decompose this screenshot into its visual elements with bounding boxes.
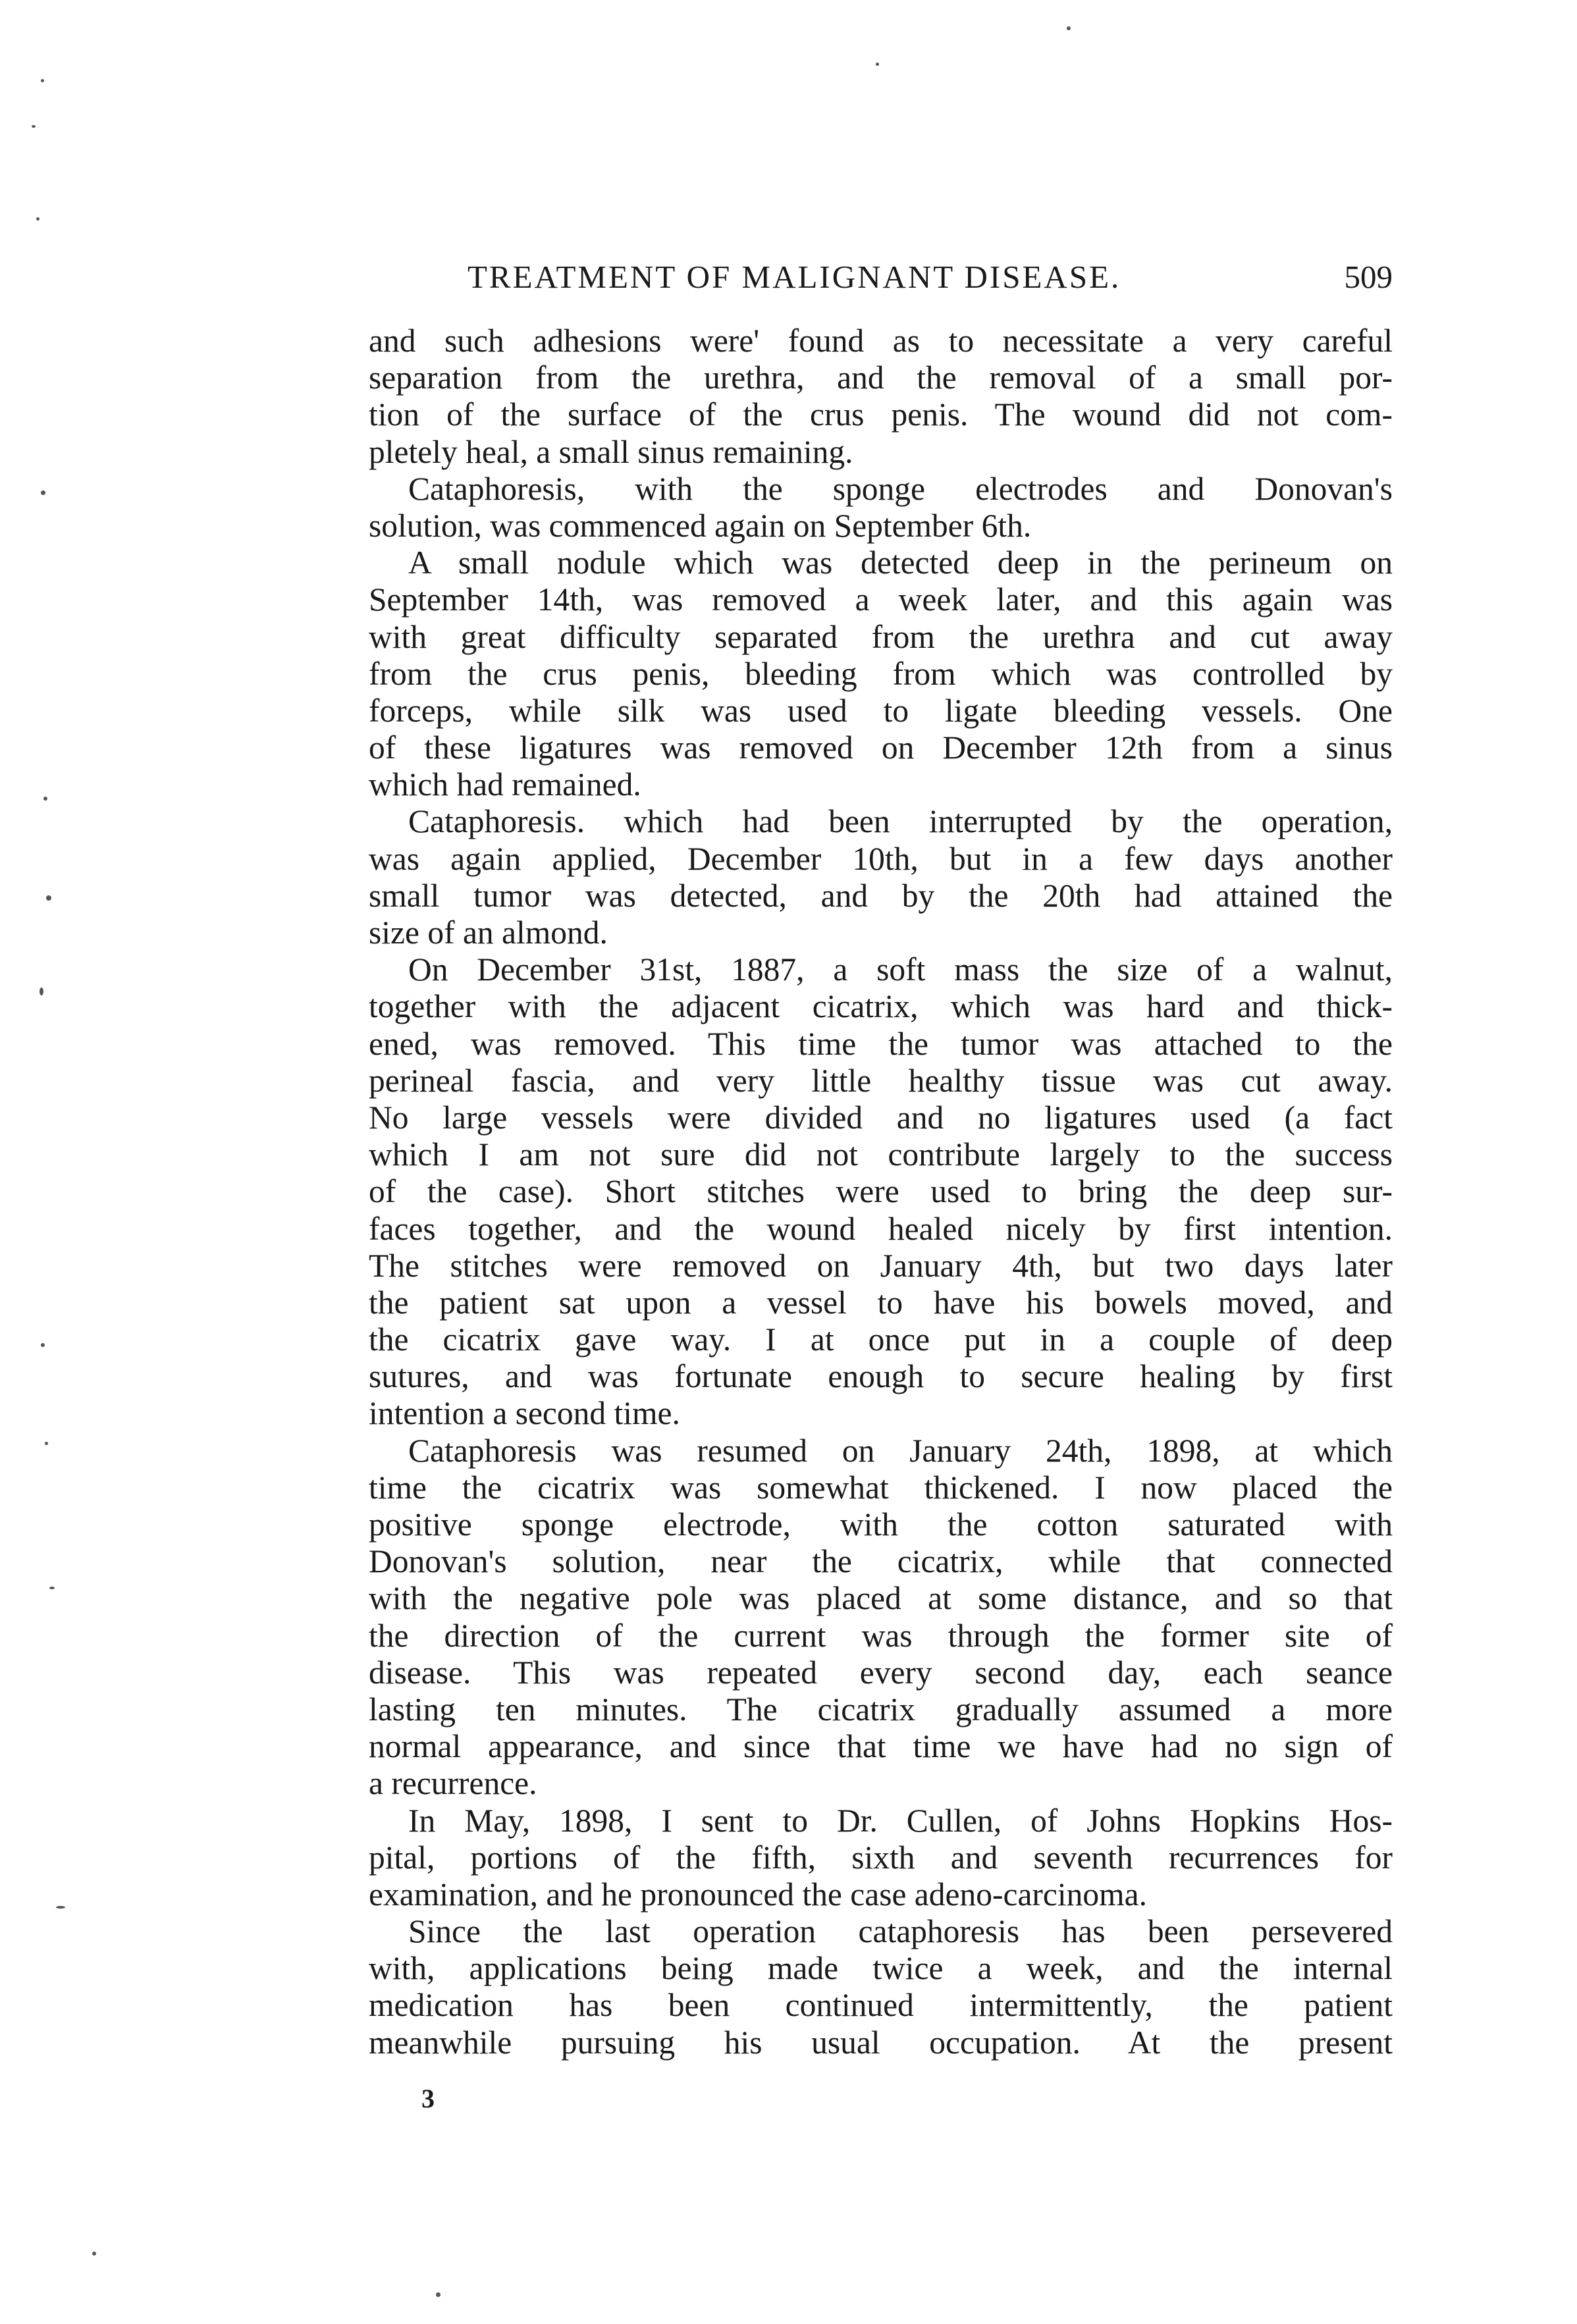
text-line: Cataphoresis was resumed on January 24th, 1898, at which	[408, 1432, 1393, 1469]
scan-speck	[1067, 26, 1071, 30]
scan-speck	[32, 125, 36, 128]
text-line: On December 31st, 1887, a soft mass the size of a walnut,	[408, 951, 1393, 988]
scan-speck	[46, 895, 51, 901]
text-line: intention a second time.	[369, 1395, 680, 1432]
text-line: which I am not sure did not contribute largely to the success	[369, 1136, 1393, 1173]
text-line: positive sponge electrode, with the cotton saturated with	[369, 1506, 1393, 1543]
signature-mark: 3	[421, 2084, 435, 2113]
text-line: and such adhesions were' found as to necessitate a very careful	[369, 323, 1393, 359]
text-line: together with the adjacent cicatrix, which was hard and thick-	[369, 988, 1393, 1025]
page-number: 509	[1344, 259, 1393, 295]
text-line: with, applications being made twice a week, and the internal	[369, 1950, 1393, 1987]
text-line: the patient sat upon a vessel to have his bowels moved, and	[369, 1284, 1393, 1321]
scan-speck	[45, 1442, 48, 1445]
body-text	[369, 323, 1393, 2061]
text-line: the direction of the current was through the former site of	[369, 1617, 1393, 1654]
scan-speck	[41, 490, 45, 495]
text-line: size of an almond.	[369, 914, 608, 951]
text-line: Cataphoresis, with the sponge electrodes and Donovan's	[408, 470, 1393, 507]
text-line: from the crus penis, bleeding from which was controlled by	[369, 655, 1393, 692]
text-line: of the case). Short stitches were used to bring the deep sur-	[369, 1173, 1393, 1210]
scan-speck	[40, 988, 43, 995]
text-line: perineal fascia, and very little healthy tissue was cut away.	[369, 1062, 1393, 1099]
text-line: a recurrence.	[369, 1765, 537, 1802]
text-line: In May, 1898, I sent to Dr. Cullen, of Johns Hopkins Hos-	[408, 1802, 1393, 1839]
scan-speck	[41, 1343, 45, 1347]
text-line: pletely heal, a small sinus remaining.	[369, 433, 853, 470]
text-line: Donovan's solution, near the cicatrix, while that connected	[369, 1543, 1393, 1580]
text-line: with the negative pole was placed at some distance, and so that	[369, 1580, 1393, 1617]
text-line: normal appearance, and since that time we have had no sign of	[369, 1728, 1393, 1765]
text-line: solution, was commenced again on September 6th.	[369, 507, 1032, 544]
text-line: time the cicatrix was somewhat thickened. I now placed the	[369, 1469, 1393, 1506]
text-line: faces together, and the wound healed nicely by first intention.	[369, 1210, 1393, 1247]
scan-speck	[436, 2292, 441, 2297]
text-line: tion of the surface of the crus penis. The wound did not com-	[369, 396, 1393, 433]
text-line: lasting ten minutes. The cicatrix gradually assumed a more	[369, 1691, 1393, 1728]
text-line: of these ligatures was removed on December 12th from a sinus	[369, 729, 1393, 766]
page-header	[369, 258, 1393, 304]
text-line: September 14th, was removed a week later, and this again was	[369, 581, 1393, 618]
scan-speck	[43, 797, 47, 801]
text-line: pital, portions of the fifth, sixth and seventh recurrences for	[369, 1839, 1393, 1876]
text-line: which had remained.	[369, 766, 641, 803]
text-line: No large vessels were divided and no ligatures used (a fact	[369, 1099, 1393, 1136]
text-line: Since the last operation cataphoresis has been persevered	[408, 1913, 1393, 1950]
scan-speck	[41, 79, 44, 82]
scan-speck	[49, 1587, 55, 1589]
text-line: The stitches were removed on January 4th, but two days later	[369, 1247, 1393, 1284]
scan-speck	[56, 1906, 65, 1909]
text-line: was again applied, December 10th, but in a few days another	[369, 840, 1393, 877]
text-line: disease. This was repeated every second day, each seance	[369, 1654, 1393, 1691]
text-line: forceps, while silk was used to ligate bleeding vessels. One	[369, 692, 1393, 729]
text-line: meanwhile pursuing his usual occupation. At the present	[369, 2024, 1393, 2061]
text-line: the cicatrix gave way. I at once put in a couple of deep	[369, 1321, 1393, 1358]
scan-speck	[36, 217, 40, 221]
scan-speck	[92, 2252, 96, 2256]
text-line: sutures, and was fortunate enough to secure healing by first	[369, 1358, 1393, 1395]
running-title: TREATMENT OF MALIGNANT DISEASE.	[468, 259, 1121, 295]
text-line: small tumor was detected, and by the 20th had attained the	[369, 877, 1393, 914]
text-line: separation from the urethra, and the removal of a small por-	[369, 359, 1393, 396]
text-line: ened, was removed. This time the tumor was attached to the	[369, 1025, 1393, 1062]
text-line: medication has been continued intermittently, the patient	[369, 1987, 1393, 2024]
text-line: Cataphoresis. which had been interrupted by the operation,	[408, 803, 1393, 840]
text-line: with great difficulty separated from the urethra and cut away	[369, 618, 1393, 655]
text-line: A small nodule which was detected deep in the perineum on	[408, 544, 1393, 581]
text-line: examination, and he pronounced the case adeno-carcinoma.	[369, 1876, 1147, 1913]
scan-speck	[876, 63, 879, 66]
